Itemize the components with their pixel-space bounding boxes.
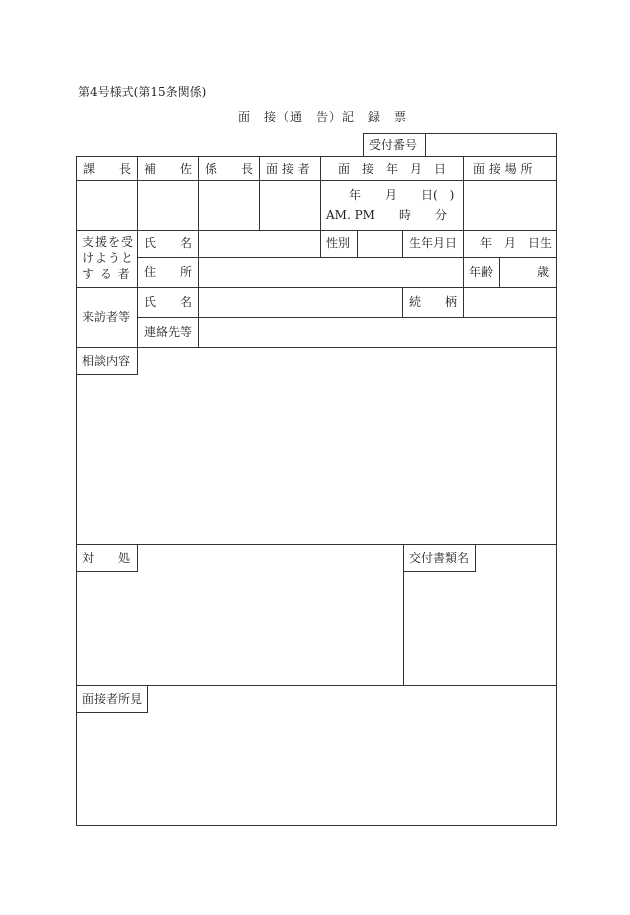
chief-seal-cell[interactable]	[199, 181, 259, 230]
birth-date-label: 生年月日	[409, 236, 458, 250]
relation-label: 続 柄	[409, 295, 458, 309]
interview-date-line1[interactable]: 年 月 日( )	[349, 188, 455, 202]
documents-label: 交付書類名	[409, 551, 470, 565]
response-label: 対 処	[82, 551, 131, 565]
consultation-content-area[interactable]	[138, 376, 556, 543]
visitor-contact-label: 連絡先等	[144, 325, 193, 339]
interviewer-opinion-label: 面接者所見	[82, 692, 143, 706]
interview-place-cell[interactable]	[464, 181, 556, 230]
subject-group-label-3: す る 者	[82, 267, 131, 281]
age-label: 年齢	[469, 265, 494, 279]
interview-place-header: 面 接 場 所	[473, 162, 533, 176]
visitor-name-label: 氏 名	[144, 295, 193, 309]
consultation-label: 相談内容	[82, 354, 131, 368]
interviewer-opinion-content-area[interactable]	[77, 714, 556, 825]
reception-number-label: 受付番号	[369, 138, 418, 152]
section-chief-seal-cell[interactable]	[77, 181, 137, 230]
visitor-group-label: 来訪者等	[82, 310, 131, 324]
subject-name-label: 氏 名	[144, 236, 193, 250]
interviewer-header: 面 接 者	[266, 162, 310, 176]
assistant-header: 補 佐	[144, 162, 193, 176]
birth-date-field[interactable]: 年 月 日生	[480, 236, 553, 250]
section-chief-header: 課 長	[83, 162, 132, 176]
documents-content-area[interactable]	[404, 573, 556, 684]
chief-header: 係 長	[205, 162, 254, 176]
interview-time-line2[interactable]: AM. PM 時 分	[326, 208, 447, 222]
interview-date-header: 面 接 年 月 日	[338, 162, 447, 176]
age-field[interactable]: 歳	[537, 265, 550, 279]
response-content-area[interactable]	[77, 573, 402, 684]
subject-group-label-2: けようと	[82, 251, 135, 265]
gender-label: 性別	[326, 236, 351, 250]
subject-group-label-1: 支援を受	[82, 235, 135, 249]
subject-address-label: 住 所	[144, 265, 193, 279]
form-title: 面 接（通 告）記 録 票	[238, 110, 408, 124]
interviewer-seal-cell[interactable]	[260, 181, 320, 230]
assistant-seal-cell[interactable]	[138, 181, 198, 230]
form-number: 第4号様式(第15条関係)	[78, 85, 207, 99]
